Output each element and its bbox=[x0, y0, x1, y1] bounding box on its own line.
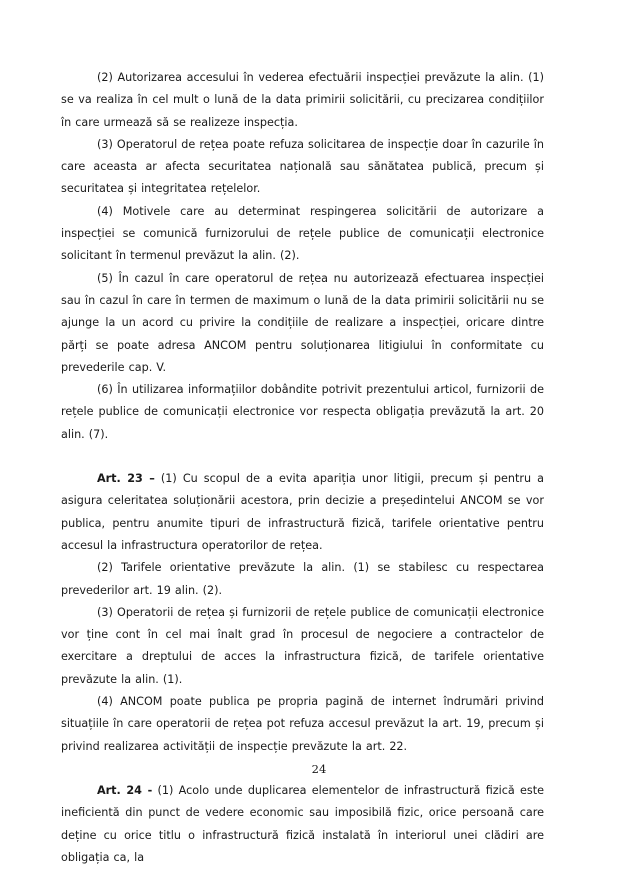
paragraph-art22-alin4: (4) Motivele care au determinat respingerea solicitării de autorizare a inspecției se comunică furnizorului de rețele publice de comunicații electronice solicitant în termenul prevăzut la alin. (2). bbox=[61, 204, 544, 263]
article-heading-23: Art. 23 – bbox=[97, 472, 155, 486]
paragraph-art23-alin3: (3) Operatorii de rețea și furnizorii de rețele publice de comunicații electronice vor ține cont în cel mai înalt grad în procesul de negociere a contractelor de exercitare a dreptului de acces la infrastructura fizică, de tarifele orientative prevăzute la alin. (1). bbox=[61, 605, 544, 686]
page-number: 24 bbox=[311, 762, 327, 776]
paragraph-art22-alin6: (6) În utilizarea informațiilor dobândite potrivit prezentului articol, furnizorii de rețele publice de comunicații electronice vor respecta obligația prevăzută la art. 20 alin. (7). bbox=[61, 383, 544, 441]
body-text bbox=[61, 67, 544, 869]
paragraph-art22-alin5: (5) În cazul în care operatorul de rețea nu autorizează efectuarea inspecției sau în cazul în care în termen de maximum o lună de la data primirii solicitării nu se ajunge la un acord cu privire la condițiile de realizare a inspecției, oricare dintre părți se poate adresa ANCOM pentru soluționarea litigiului în conformitate cu prevederile cap. V. bbox=[61, 271, 544, 374]
paragraph-art23-alin2: (2) Tarifele orientative prevăzute la alin. (1) se stabilesc cu respectarea prevederilor art. 19 alin. (2). bbox=[61, 561, 544, 597]
paragraph-art22-alin2: (2) Autorizarea accesului în vederea efectuării inspecției prevăzute la alin. (1) se va realiza în cel mult o lună de la data primirii solicitării, cu precizarea condițiilor în care urmează să se realizeze inspecția. bbox=[61, 71, 544, 129]
paragraph-art24-alin1: Art. 24 - (1) Acolo unde duplicarea elementelor de infrastructură fizică este ineficientă din punct de vedere economic sau imposibilă fizic, orice persoană care deține cu orice titlu o infrastructură fizică instalată în interiorul unei clădiri are obligația ca, la bbox=[61, 783, 545, 864]
paragraph-art23-alin4: (4) ANCOM poate publica pe propria pagină de internet îndrumări privind situațiile în care operatorii de rețea pot refuza accesul prevăzut la art. 19, precum și privind realizarea activității de inspecție prevăzute la art. 22. bbox=[61, 695, 544, 753]
paragraph-art22-alin3: (3) Operatorul de rețea poate refuza solicitarea de inspecție doar în cazurile în care aceasta ar afecta securitatea națională sau sănătatea publică, precum și securitatea și integritatea rețelelor. bbox=[61, 137, 544, 196]
article-heading-24: Art. 24 - bbox=[97, 783, 153, 797]
paragraph-art23-alin1: Art. 23 – (1) Cu scopul de a evita apariția unor litigii, precum și pentru a asigura celeritatea soluționării acestora, prin decizie a președintelui ANCOM se vor publica, pentru anumite tipuri de infrastructură fizică, tarifele orientative pentru accesul la infrastructura operatorilor de rețea. bbox=[61, 472, 544, 552]
